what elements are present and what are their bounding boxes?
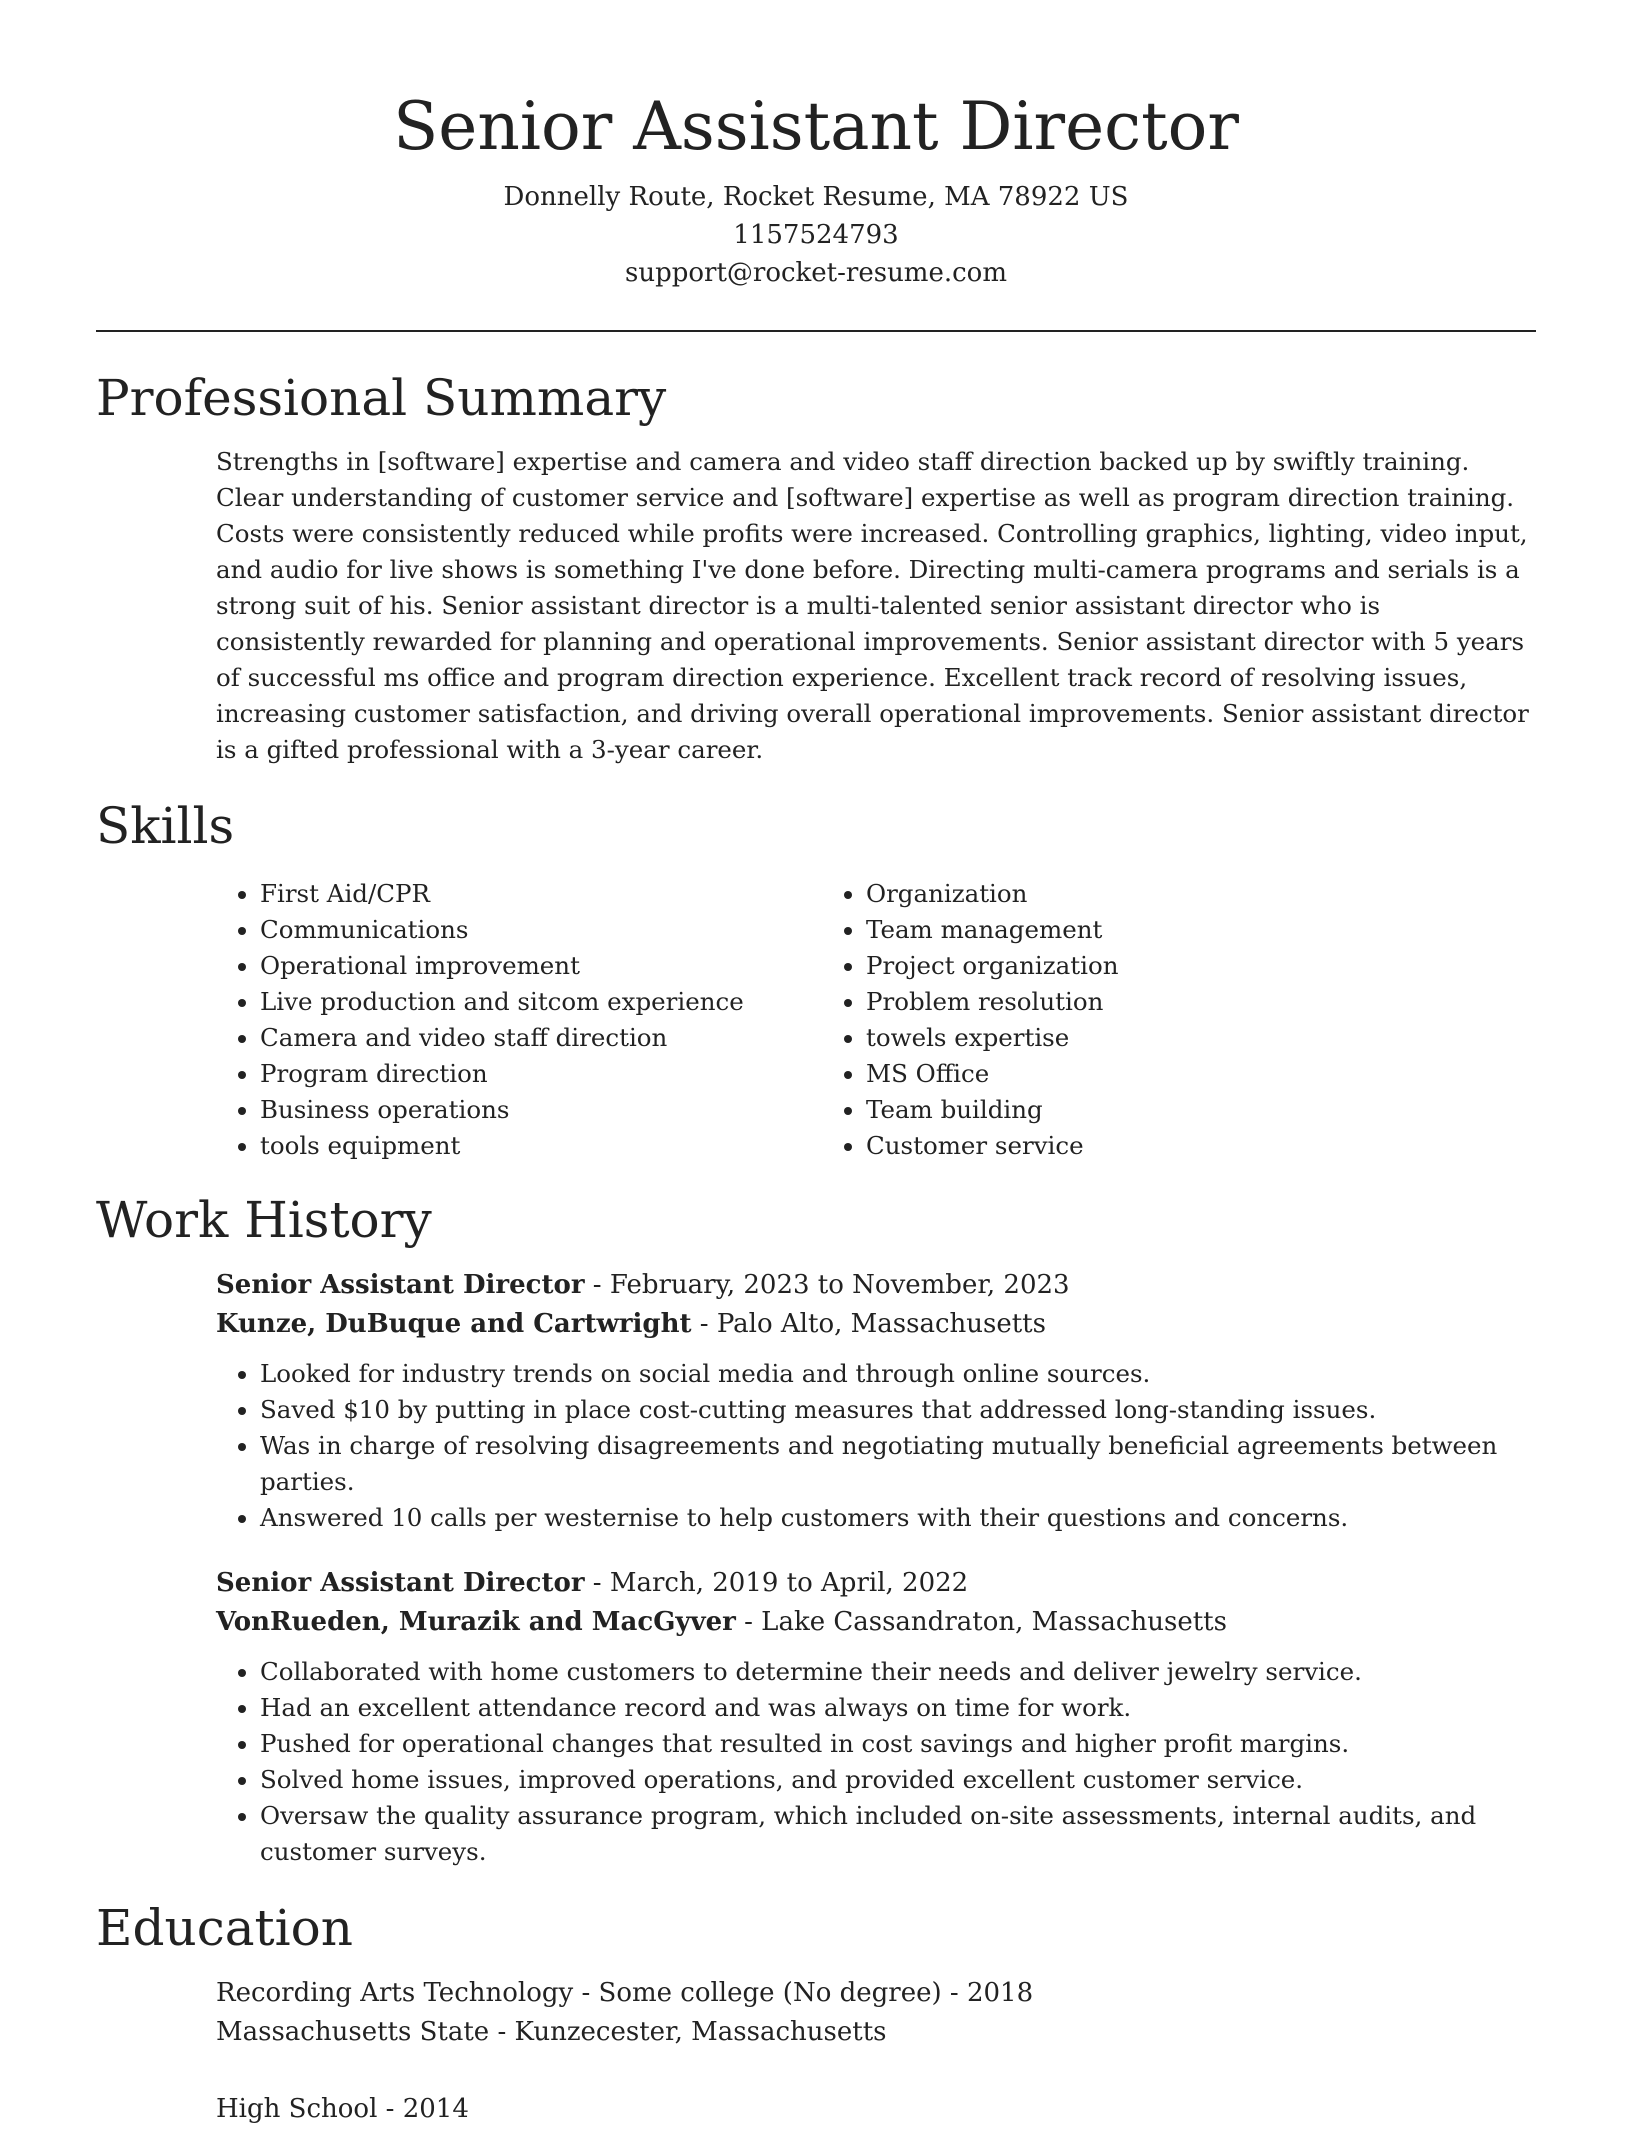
skill-item: • Live production and sitcom experience bbox=[260, 984, 822, 1020]
job-bullet: • Pushed for operational changes that resulted in cost savings and higher profit margins. bbox=[260, 1726, 1536, 1762]
job-bullets bbox=[216, 1356, 1536, 1536]
resume-page bbox=[96, 0, 1536, 2129]
education-school: Massachusetts State - Kunzecester, Massachusetts bbox=[216, 2017, 887, 2047]
education-entry bbox=[216, 1974, 1536, 2052]
contact-info bbox=[96, 178, 1536, 292]
skill-item: • Communications bbox=[260, 912, 822, 948]
address: Donnelly Route, Rocket Resume, MA 78922 US bbox=[503, 182, 1129, 212]
job-company: VonRueden, Murazik and MacGyver bbox=[216, 1607, 736, 1637]
summary-text: Strengths in [software] expertise and camera and video staff direction backed up by swiftly training. Clear understanding of customer service and [software] expertise as well as program direction training. Costs were consistently reduced while profits were increased. Controlling graphics, lighting, video input, and audio for live shows is something I've done before. Directing multi-camera programs and serials is a strong suit of his. Senior assistant director is a multi-talented senior assistant director who is consistently rewarded for planning and operational improvements. Senior assistant director with 5 years of successful ms office and program direction experience. Excellent track record of resolving issues, increasing customer satisfaction, and driving overall operational improvements. Senior assistant director is a gifted professional with a 3-year career. bbox=[216, 447, 1529, 764]
skills-column-1 bbox=[216, 876, 822, 1164]
skill-item: • First Aid/CPR bbox=[260, 876, 822, 912]
job-location: - Palo Alto, Massachusetts bbox=[691, 1309, 1046, 1339]
education-degree: Recording Arts Technology - Some college (No degree) - 2018 bbox=[216, 1978, 1034, 2008]
job-company: Kunze, DuBuque and Cartwright bbox=[216, 1309, 692, 1339]
skill-item: • towels expertise bbox=[866, 1020, 1522, 1056]
skill-item: • tools equipment bbox=[260, 1128, 822, 1164]
job-bullet: • Was in charge of resolving disagreements and negotiating mutually beneficial agreements between parties. bbox=[260, 1428, 1536, 1500]
job-bullet: • Looked for industry trends on social media and through online sources. bbox=[260, 1356, 1536, 1392]
skill-item: • MS Office bbox=[866, 1056, 1522, 1092]
skill-item: • Problem resolution bbox=[866, 984, 1522, 1020]
work-history-heading: Work History bbox=[96, 1191, 432, 1249]
skill-item: • Project organization bbox=[866, 948, 1522, 984]
education-degree: High School - 2014 bbox=[216, 2094, 469, 2124]
education-heading: Education bbox=[96, 1899, 353, 1957]
education-entry bbox=[216, 2090, 1536, 2129]
header-divider bbox=[96, 330, 1536, 332]
job-entry bbox=[216, 1266, 1536, 1536]
job-dates: - February, 2023 to November, 2023 bbox=[584, 1270, 1070, 1300]
skill-item: • Program direction bbox=[260, 1056, 822, 1092]
job-bullet: • Collaborated with home customers to determine their needs and deliver jewelry service. bbox=[260, 1654, 1536, 1690]
skill-item: • Team building bbox=[866, 1092, 1522, 1128]
email: support@rocket-resume.com bbox=[624, 258, 1007, 288]
skills-list bbox=[216, 876, 1536, 1164]
skill-item: • Camera and video staff direction bbox=[260, 1020, 822, 1056]
skills-heading: Skills bbox=[96, 797, 235, 855]
job-dates: - March, 2019 to April, 2022 bbox=[584, 1568, 969, 1598]
job-bullet: • Answered 10 calls per westernise to help customers with their questions and concerns. bbox=[260, 1500, 1536, 1536]
job-bullets bbox=[216, 1654, 1536, 1870]
job-bullet: • Had an excellent attendance record and was always on time for work. bbox=[260, 1690, 1536, 1726]
phone: 1157524793 bbox=[733, 220, 899, 250]
skill-item: • Organization bbox=[866, 876, 1522, 912]
skill-item: • Team management bbox=[866, 912, 1522, 948]
skill-item: • Customer service bbox=[866, 1128, 1522, 1164]
job-title-line bbox=[216, 1564, 1536, 1603]
job-company-line bbox=[216, 1305, 1536, 1344]
job-title: Senior Assistant Director bbox=[216, 1568, 585, 1598]
skill-item: • Business operations bbox=[260, 1092, 822, 1128]
job-company-line bbox=[216, 1603, 1536, 1642]
job-entry bbox=[216, 1564, 1536, 1870]
job-title-line bbox=[216, 1266, 1536, 1305]
skills-column-2 bbox=[822, 876, 1522, 1164]
summary-heading: Professional Summary bbox=[96, 369, 667, 427]
job-bullet: • Saved $10 by putting in place cost-cutting measures that addressed long-standing issues. bbox=[260, 1392, 1536, 1428]
skill-item: • Operational improvement bbox=[260, 948, 822, 984]
job-title: Senior Assistant Director bbox=[216, 1270, 585, 1300]
job-bullet: • Oversaw the quality assurance program, which included on-site assessments, internal audits, and customer surveys. bbox=[260, 1798, 1536, 1870]
candidate-name: Senior Assistant Director bbox=[393, 88, 1239, 165]
resume-header bbox=[96, 0, 1536, 292]
job-bullet: • Solved home issues, improved operations, and provided excellent customer service. bbox=[260, 1762, 1536, 1798]
job-location: - Lake Cassandraton, Massachusetts bbox=[735, 1607, 1227, 1637]
